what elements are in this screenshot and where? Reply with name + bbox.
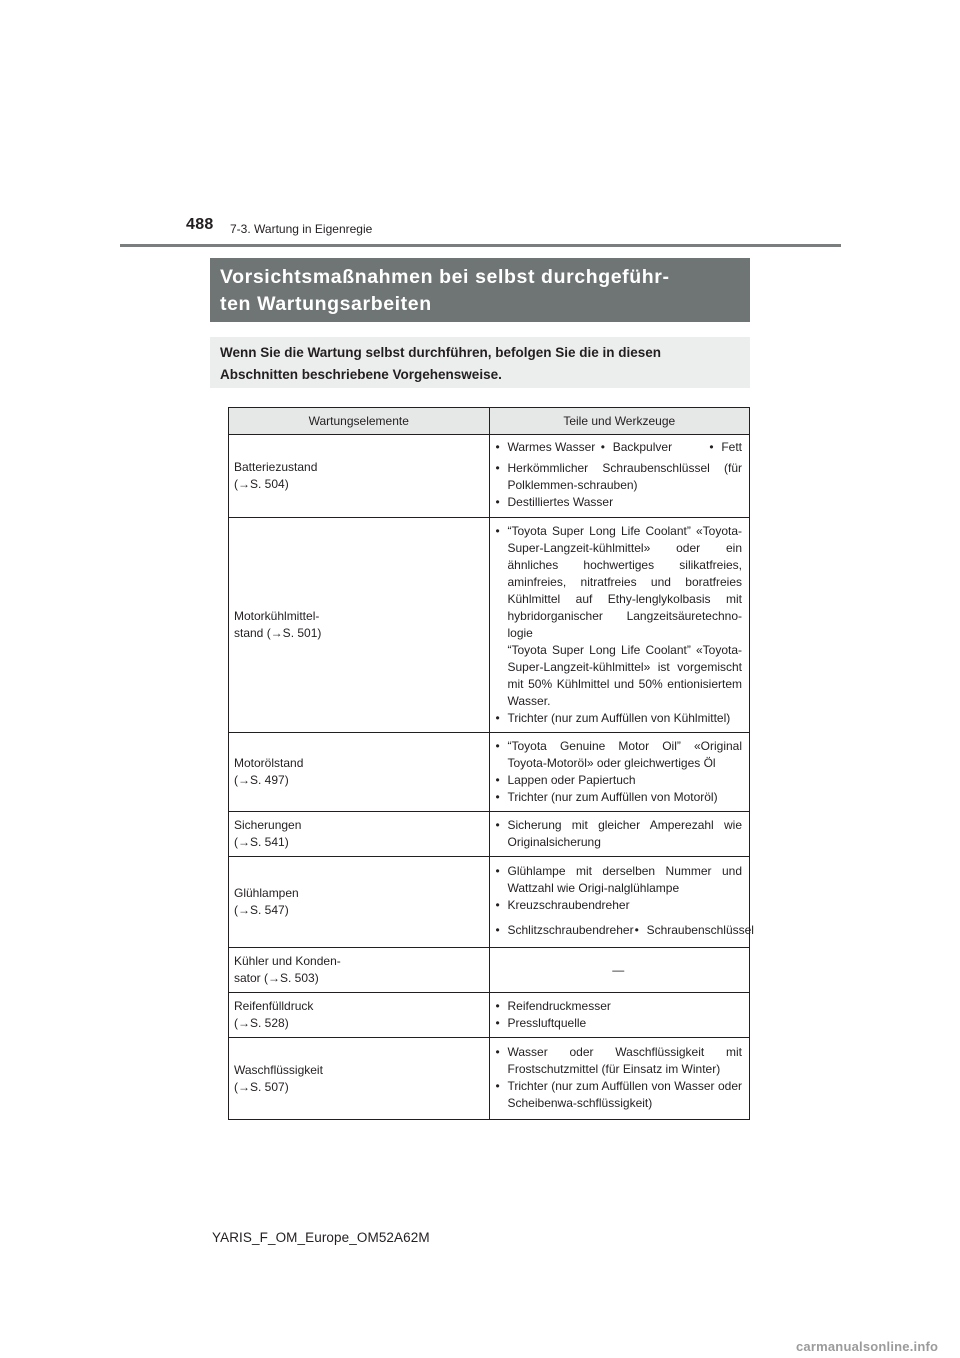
- document-code: YARIS_F_OM_Europe_OM52A62M: [212, 1230, 430, 1245]
- maintenance-element-ref: stand (→S. 501): [234, 626, 322, 640]
- parts-cell: [489, 518, 750, 733]
- parts-cell: [489, 733, 750, 812]
- maintenance-element-cell: [229, 518, 490, 733]
- maintenance-element-name: Reifenfülldruck: [234, 999, 314, 1013]
- item-spacer: [495, 914, 743, 922]
- table-row: [229, 948, 750, 993]
- list-item: • Fett: [708, 439, 742, 456]
- maintenance-element-ref: (→S. 547): [234, 903, 289, 917]
- maintenance-element-cell: [229, 948, 490, 993]
- list-item: • Glühlampe mit derselben Nummer und Wattzahl wie Origi-nalglühlampe: [495, 863, 743, 897]
- table-row: [229, 518, 750, 733]
- empty-dash: —: [612, 962, 625, 977]
- maintenance-element-cell: [229, 857, 490, 948]
- list-item: • Destilliertes Wasser: [495, 494, 743, 511]
- list-item: • Trichter (nur zum Auffüllen von Motoröl): [495, 789, 743, 806]
- maintenance-element-name: Kühler und Konden-: [234, 954, 341, 968]
- list-item: [495, 523, 743, 710]
- list-item: • Reifendruckmesser: [495, 998, 743, 1015]
- list-item-note: “Toyota Super Long Life Coolant” «Toyota-Super-Langzeit-kühlmittel» ist vorgemischt mit 50% Kühlmittel und 50% entionisiertem Wasser.: [507, 643, 742, 708]
- maintenance-element-ref: (→S. 504): [234, 477, 289, 491]
- table-header-parts: Teile und Werkzeuge: [489, 408, 750, 435]
- parts-cell: [489, 993, 750, 1038]
- list-item: • Backpulver: [600, 439, 709, 456]
- maintenance-element-cell: [229, 435, 490, 518]
- maintenance-element-cell: [229, 1038, 490, 1120]
- maintenance-element-ref: (→S. 528): [234, 1016, 289, 1030]
- intro-line-2: Abschnitten beschriebene Vorgehensweise.: [220, 367, 502, 382]
- maintenance-element-cell: [229, 812, 490, 857]
- table-header-row: [229, 408, 750, 435]
- maintenance-element-cell: [229, 733, 490, 812]
- inline-item-group: [495, 439, 743, 456]
- intro-text: [220, 342, 740, 386]
- list-item: • Warmes Wasser: [495, 439, 600, 456]
- watermark: carmanualsonline.info: [796, 1339, 939, 1354]
- maintenance-element-name: Waschflüssigkeit: [234, 1062, 323, 1077]
- page-title-line-2: ten Wartungsarbeiten: [220, 293, 432, 315]
- maintenance-element-ref: (→S. 541): [234, 835, 289, 849]
- list-item: • Sicherung mit gleicher Amperezahl wie Originalsicherung: [495, 817, 743, 851]
- page-title-box: [210, 258, 750, 322]
- list-item: • Kreuzschraubendreher: [495, 897, 743, 914]
- list-item: • Herkömmlicher Schraubenschlüssel (für Polklemmen-schrauben): [495, 460, 743, 494]
- list-item: • Schraubenschlüssel: [634, 922, 754, 939]
- maintenance-element-ref: (→S. 507): [234, 1079, 289, 1094]
- maintenance-element-name: Motorölstand: [234, 756, 304, 770]
- parts-cell: [489, 857, 754, 948]
- header-rule: [120, 244, 841, 247]
- maintenance-element-name: Motorkühlmittel-: [234, 609, 320, 623]
- maintenance-element-ref: sator (→S. 503): [234, 971, 319, 985]
- parts-cell: [489, 435, 750, 518]
- intro-line-1: Wenn Sie die Wartung selbst durchführen, befolgen Sie die in diesen: [220, 345, 662, 360]
- list-item: • Pressluftquelle: [495, 1015, 743, 1032]
- maintenance-element-name: Batteriezustand: [234, 460, 318, 474]
- list-item: • Trichter (nur zum Auffüllen von Kühlmittel): [495, 710, 743, 727]
- list-item-text: • “Toyota Super Long Life Coolant” «Toyota-Super-Langzeit-kühlmittel» oder ein ähnliches hochwertiges silikatfreies, aminfreies, nitratfreies und boratfreies Kühlmittel auf Ethy-lenglykolbasis mit hybridorganischer Langzeitsäuretechno-logie: [507, 524, 742, 640]
- page-number: 488: [186, 216, 214, 233]
- parts-cell: [489, 812, 750, 857]
- table-row: [229, 435, 750, 518]
- page-title-line-1: Vorsichtsmaßnahmen bei selbst durchgeführ-: [220, 266, 670, 288]
- table-row: [229, 1038, 750, 1120]
- maintenance-element-name: Glühlampen: [234, 886, 299, 900]
- table-header-elements: Wartungselemente: [229, 408, 490, 435]
- list-item: • “Toyota Genuine Motor Oil” «Original Toyota-Motoröl» oder gleichwertiges Öl: [495, 738, 743, 772]
- table-row: [229, 812, 750, 857]
- maintenance-table: [228, 407, 754, 1120]
- parts-cell: [489, 1038, 750, 1120]
- list-item: • Lappen oder Papiertuch: [495, 772, 743, 789]
- list-item: • Trichter (nur zum Auffüllen von Wasser oder Scheibenwa-schflüssigkeit): [495, 1078, 743, 1112]
- maintenance-element-cell: [229, 993, 490, 1038]
- parts-cell: [489, 948, 750, 993]
- section-header: 7-3. Wartung in Eigenregie: [230, 222, 373, 236]
- list-item: • Schlitzschraubendreher: [495, 922, 634, 939]
- maintenance-element-ref: (→S. 497): [234, 773, 289, 787]
- table-row: [229, 993, 750, 1038]
- intro-box: [210, 337, 750, 388]
- inline-item-group: [495, 922, 754, 939]
- table-row: [229, 733, 750, 812]
- maintenance-element-name: Sicherungen: [234, 818, 302, 832]
- list-item: • Wasser oder Waschflüssigkeit mit Frostschutzmittel (für Einsatz im Winter): [495, 1044, 743, 1078]
- table-row: [229, 857, 750, 948]
- page-title: [220, 264, 740, 318]
